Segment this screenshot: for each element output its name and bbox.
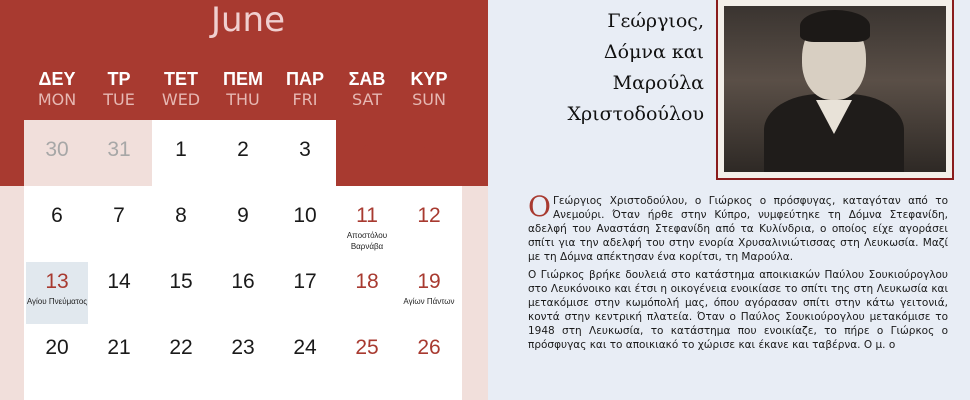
weekday-greek: ΔΕΥ — [38, 69, 76, 89]
day-number: 12 — [417, 204, 441, 227]
weekday-english: SUN — [412, 90, 446, 109]
day-cell[interactable] — [398, 130, 460, 192]
feast-day-note: Αγίων Πάντων — [403, 297, 455, 306]
day-number: 2 — [237, 138, 249, 161]
story-title-line: Μαρούλα — [612, 72, 704, 94]
day-number: 6 — [51, 204, 63, 227]
weekday-english: WED — [161, 90, 201, 109]
day-number: 7 — [113, 204, 125, 227]
day-cell[interactable] — [150, 328, 212, 390]
weekday-label — [212, 68, 274, 110]
day-number: 13 — [45, 270, 69, 293]
day-number: 5 — [423, 138, 435, 161]
day-number: 25 — [355, 336, 379, 359]
day-cell[interactable] — [398, 196, 460, 258]
weekday-greek: ΚΥΡ — [410, 69, 448, 89]
month-title: June — [210, 0, 286, 40]
story-page — [488, 0, 970, 400]
story-paragraph — [528, 190, 948, 264]
day-number: 9 — [237, 204, 249, 227]
weekday-label — [150, 68, 212, 110]
day-number: 23 — [231, 336, 255, 359]
day-cell[interactable] — [274, 262, 336, 324]
calendar-left-gutter — [0, 186, 24, 400]
day-cell[interactable] — [336, 196, 398, 258]
photo-hair — [800, 10, 870, 42]
weekday-label — [398, 68, 460, 110]
day-cell[interactable] — [88, 130, 150, 192]
story-title — [508, 6, 704, 130]
day-number: 26 — [417, 336, 441, 359]
day-number: 16 — [231, 270, 255, 293]
day-cell[interactable] — [26, 130, 88, 192]
weekday-greek: ΣΑΒ — [348, 69, 386, 89]
portrait-photo — [724, 6, 946, 172]
day-number: 1 — [175, 138, 187, 161]
portrait-frame — [716, 0, 954, 180]
day-number: 15 — [169, 270, 193, 293]
day-number: 17 — [293, 270, 317, 293]
day-cell[interactable] — [212, 328, 274, 390]
day-number: 30 — [45, 138, 69, 161]
day-number: 10 — [293, 204, 317, 227]
story-title-line: Χριστοδούλου — [567, 103, 704, 125]
day-number: 31 — [107, 138, 131, 161]
day-number: 24 — [293, 336, 317, 359]
day-number: 19 — [417, 270, 441, 293]
day-cell[interactable] — [212, 196, 274, 258]
weekday-greek: ΤΡ — [107, 69, 131, 89]
day-number: 18 — [355, 270, 379, 293]
calendar-right-strip — [462, 186, 488, 400]
day-cell[interactable] — [212, 262, 274, 324]
day-number: 14 — [107, 270, 131, 293]
story-title-line: Δόμνα και — [603, 41, 704, 63]
day-cell[interactable] — [88, 262, 150, 324]
story-body — [528, 190, 948, 356]
day-cell[interactable] — [398, 262, 460, 324]
drop-cap: Ο — [528, 190, 551, 223]
day-cell[interactable] — [336, 262, 398, 324]
day-cell[interactable] — [274, 196, 336, 258]
weekday-english: TUE — [103, 90, 135, 109]
day-number: 8 — [175, 204, 187, 227]
feast-day-note: Αποστόλου Βαρνάβα — [346, 231, 388, 251]
weekday-label — [88, 68, 150, 110]
feast-day-note: Αγίου Πνεύματος — [26, 297, 88, 306]
day-number: 11 — [356, 204, 378, 227]
weekday-greek: ΤΕΤ — [164, 69, 198, 89]
day-cell[interactable] — [150, 262, 212, 324]
day-number: 20 — [45, 336, 69, 359]
story-paragraph: Ο Γιώρκος βρήκε δουλειά στο κατάστημα αποικιακών Παύλου Σουκιούρογλου στο Λευκόνοικο και έτσι η οικογένεια ενοικίασε το σπίτι της στη Λευκωσία και μετακόμισε στην κωμόπολή μας, όπου αγόρασαν σπίτι στην κάτω γειτονιά, κοντά στην κεντρική πλατεία. Όταν ο Παύλος Σουκιούρογλου μετακόμισε το 1948 στη Λευκωσία, το κατάστημα που ενοικίαζε, το πήρε ο Γιώρκος ο πρόσφυγας και το αποικιακό το χώρισε και έκανε και ταβέρνα. Ο μ. ο — [528, 269, 948, 351]
day-cell[interactable] — [336, 130, 398, 192]
day-cell[interactable] — [26, 196, 88, 258]
day-cell[interactable] — [274, 130, 336, 192]
weekday-greek: ΠΕΜ — [223, 69, 263, 89]
weekday-label — [26, 68, 88, 110]
day-number: 21 — [107, 336, 131, 359]
day-cell[interactable] — [150, 196, 212, 258]
day-cell[interactable] — [88, 196, 150, 258]
weekday-greek: ΠΑΡ — [285, 69, 324, 89]
weekday-english: SAT — [352, 90, 382, 109]
weekday-english: FRI — [292, 90, 318, 109]
day-number: 3 — [299, 138, 311, 161]
weekday-english: MON — [37, 90, 77, 109]
day-cell[interactable] — [336, 328, 398, 390]
day-number: 22 — [169, 336, 193, 359]
story-title-line: Γεώργιος, — [607, 10, 704, 32]
story-paragraph-text: Γεώργιος Χριστοδούλου, ο Γιώρκος ο πρόσφυγας, καταγόταν από το Ανεμούρι. Όταν ήρθε στην Κύπρο, νυμφεύτηκε τη Δόμνα Στεφανίδη, αδελφή του Αναστάση Στεφανίδη από τα Κυλίνδρια, ο οποίος είχε αγοράσει σπίτι για την αδελφή του στην ενορία Χρυσαλινιώτισσας στη Λευκωσία. Μαζί με τη Δόμνα απέκτησαν ένα κορίτσι, τη Μαρούλα. — [528, 195, 948, 263]
day-cell[interactable] — [150, 130, 212, 192]
day-cell[interactable] — [398, 328, 460, 390]
day-cell[interactable] — [274, 328, 336, 390]
day-cell[interactable] — [26, 262, 88, 324]
weekday-english: THU — [226, 90, 260, 109]
day-cell[interactable] — [26, 328, 88, 390]
day-cell[interactable] — [88, 328, 150, 390]
day-cell[interactable] — [212, 130, 274, 192]
weekday-label — [336, 68, 398, 110]
weekday-label — [274, 68, 336, 110]
day-number: 4 — [361, 138, 373, 161]
